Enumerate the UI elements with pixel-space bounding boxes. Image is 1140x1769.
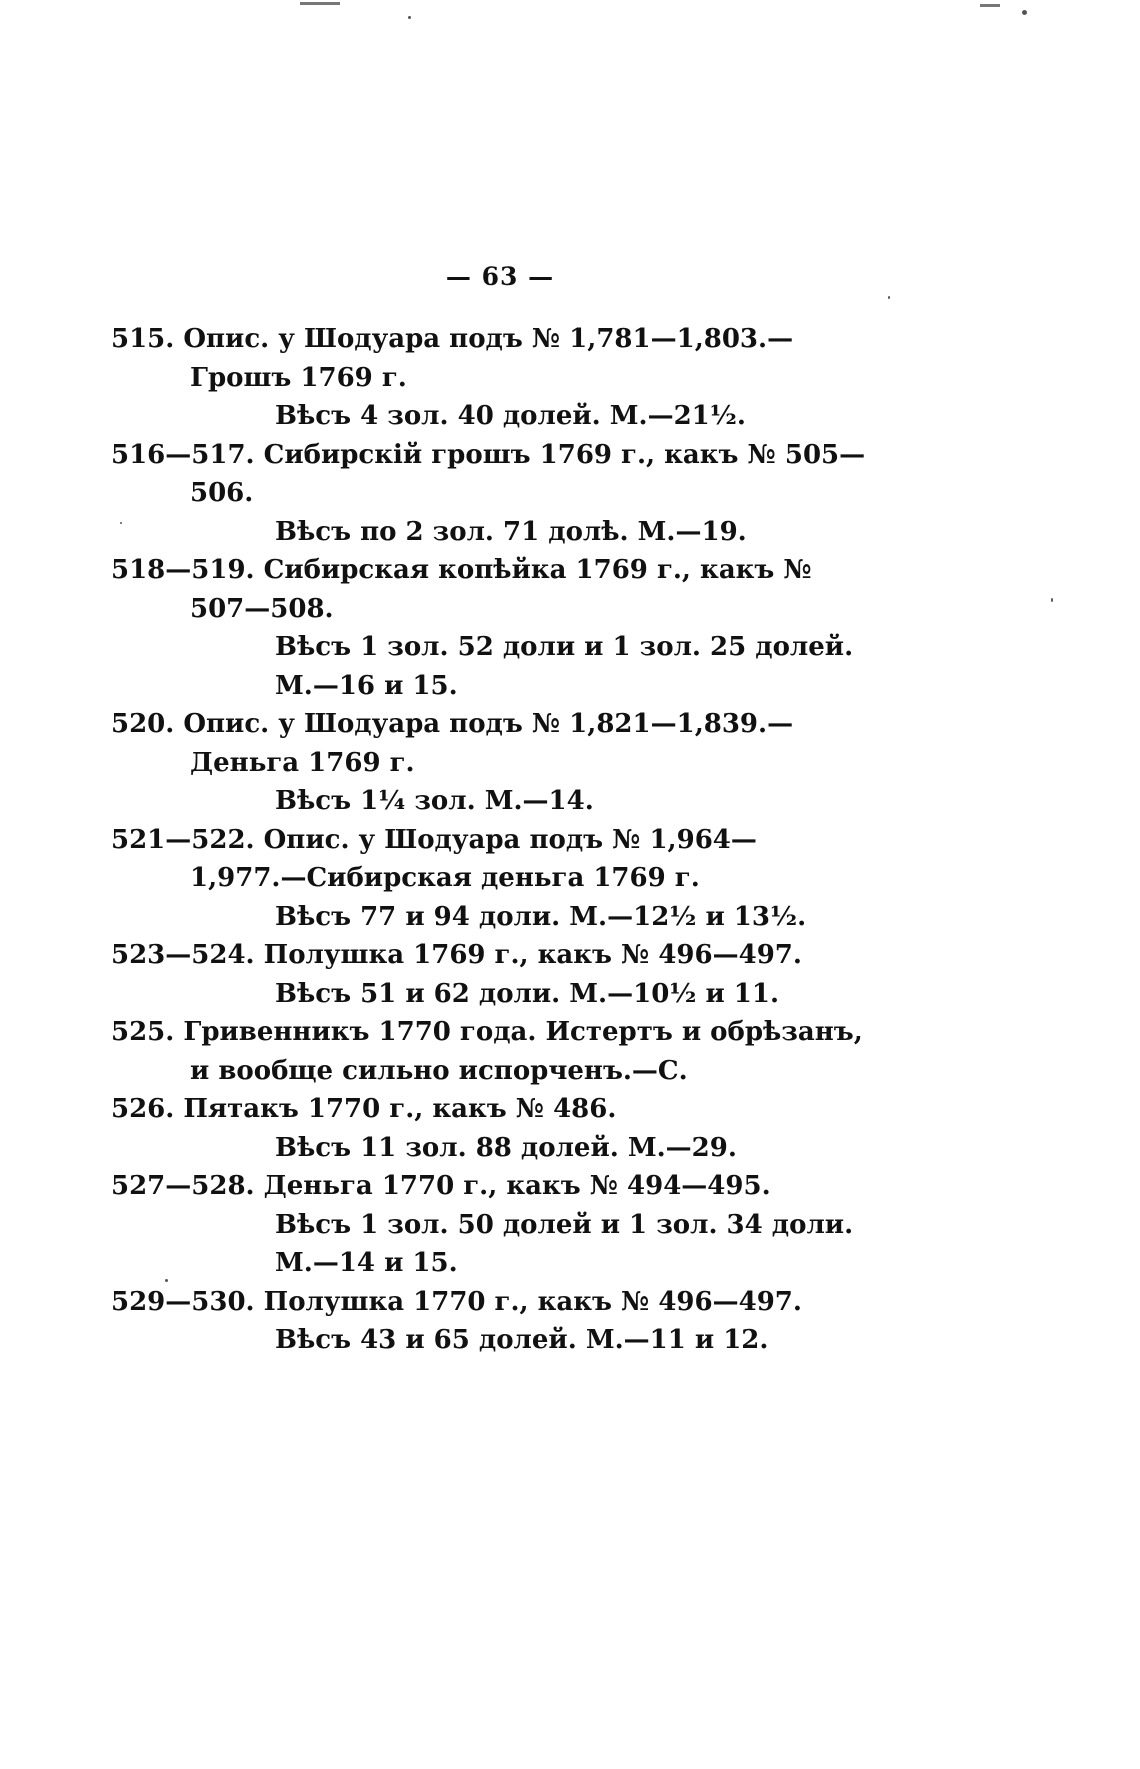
entry-line: и вообще сильно испорченъ.—С.: [190, 1055, 688, 1086]
entry-line: 516—517. Сибирскій грошъ 1769 г., какъ № 505—: [111, 439, 866, 470]
entry-line: 520. Опис. у Шодуара подъ № 1,821—1,839.—: [111, 709, 794, 739]
entry-line: 527—528. Деньга 1770 г., какъ № 494—495.: [111, 1171, 771, 1201]
catalogue-entry-529-530: [111, 1283, 802, 1360]
scan-speck: [165, 1279, 168, 1282]
catalogue-entry-518-519: [111, 551, 854, 705]
entry-weight-line: Вѣсъ 1 зол. 50 долей и 1 зол. 34 доли.: [275, 1209, 854, 1240]
entry-line: М.—16 и 15.: [275, 670, 458, 701]
scan-speck: [1051, 598, 1053, 602]
entry-line: 507—508.: [190, 593, 334, 624]
entry-weight-line: Вѣсъ 1 зол. 52 доли и 1 зол. 25 долей.: [275, 632, 854, 662]
catalogue-entry-516-517: [111, 436, 866, 552]
entry-weight-line: Вѣсъ 51 и 62 доли. М.—10½ и 11.: [275, 978, 780, 1009]
entry-weight-line: Вѣсъ 11 зол. 88 долей. М.—29.: [275, 1132, 737, 1163]
entry-weight-line: Вѣсъ по 2 зол. 71 долѣ. М.—19.: [275, 516, 747, 547]
entry-line: 526. Пятакъ 1770 г., какъ № 486.: [111, 1094, 617, 1124]
entry-line: 521—522. Опис. у Шодуара подъ № 1,964—: [111, 824, 757, 855]
scan-artifact: [300, 2, 340, 5]
catalogue-entry-526: [111, 1090, 791, 1167]
catalogue-entry-515: [111, 320, 794, 436]
entry-weight-line: Вѣсъ 4 зол. 40 долей. М.—21½.: [275, 401, 746, 431]
scan-speck: [408, 16, 411, 19]
scan-speck: [120, 522, 122, 524]
scan-speck: [888, 296, 890, 299]
page-number: — 63 —: [445, 262, 555, 291]
entry-weight-line: Вѣсъ 43 и 65 долей. М.—11 и 12.: [275, 1325, 769, 1355]
entry-weight-line: Вѣсъ 77 и 94 доли. М.—12½ и 13½.: [275, 901, 807, 932]
entry-line: 529—530. Полушка 1770 г., какъ № 496—497.: [111, 1286, 802, 1317]
catalogue-entry-523-524: [111, 936, 802, 1013]
entry-line: 506.: [190, 478, 254, 508]
scan-artifact: [980, 4, 1000, 7]
entry-line: М.—14 и 15.: [275, 1248, 458, 1278]
entry-weight-line: Вѣсъ 1¼ зол. М.—14.: [275, 786, 594, 816]
catalogue-entry-520: [111, 705, 794, 821]
entry-line: 1,977.—Сибирская деньга 1769 г.: [190, 863, 700, 893]
entry-line: 525. Гривенникъ 1770 года. Истертъ и обрѣзанъ,: [111, 1017, 863, 1047]
entry-line: Грошъ 1769 г.: [190, 362, 407, 393]
entry-line: 518—519. Сибирская копѣйка 1769 г., какъ №: [111, 555, 812, 585]
entry-line: 515. Опис. у Шодуара подъ № 1,781—1,803.—: [111, 324, 794, 354]
entry-line: Деньга 1769 г.: [190, 747, 415, 778]
catalogue-entry-521-522: [111, 821, 807, 937]
catalogue-entry-525: [111, 1013, 863, 1090]
scan-speck: [1022, 10, 1027, 15]
catalogue-entry-527-528: [111, 1167, 854, 1283]
coin-catalogue-list: [111, 320, 866, 1360]
entry-line: 523—524. Полушка 1769 г., какъ № 496—497.: [111, 940, 802, 970]
